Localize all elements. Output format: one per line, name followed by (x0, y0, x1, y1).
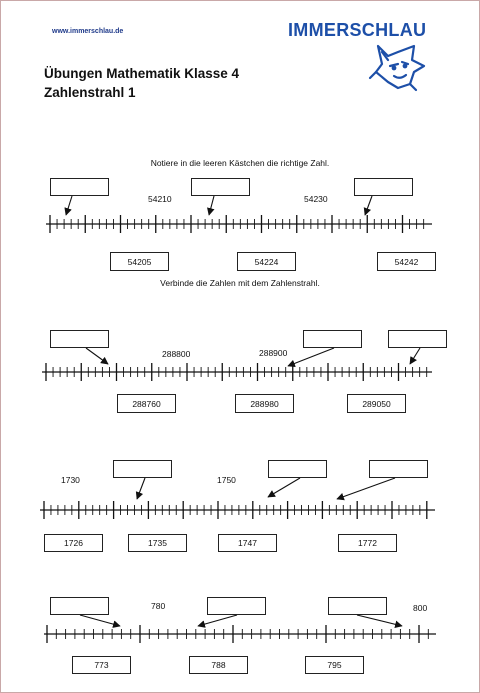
number-box: 1726 (44, 534, 103, 552)
number-line-label: 780 (151, 601, 166, 611)
pointer-arrow (86, 348, 108, 364)
number-box: 54242 (377, 252, 436, 271)
pointer-arrow (268, 478, 300, 497)
number-box: 288980 (235, 394, 294, 413)
pointer-arrow (209, 196, 214, 215)
pointer-arrow (137, 478, 145, 499)
pointer-arrow (365, 196, 372, 215)
number-box: 1735 (128, 534, 187, 552)
number-box: 288760 (117, 394, 176, 413)
number-box: 788 (189, 656, 248, 674)
number-box: 1747 (218, 534, 277, 552)
pointer-arrow (357, 615, 402, 626)
number-line-label: 288900 (259, 348, 288, 358)
number-box: 795 (305, 656, 364, 674)
pointer-arrow (80, 615, 120, 626)
number-line-label: 1750 (217, 475, 236, 485)
pointer-arrow (288, 348, 334, 366)
number-line-label: 800 (413, 603, 428, 613)
number-box: 289050 (347, 394, 406, 413)
instruction-write-numbers: Notiere in die leeren Kästchen die richtige Zahl. (150, 158, 330, 168)
pointer-arrow (198, 615, 237, 626)
number-box: 773 (72, 656, 131, 674)
pointer-arrow (337, 478, 395, 499)
number-line-label: 54230 (304, 194, 328, 204)
instruction-connect-numbers: Verbinde die Zahlen mit dem Zahlenstrahl. (160, 278, 320, 288)
worksheet-title: Übungen Mathematik Klasse 4 (44, 66, 240, 81)
pointer-arrow (410, 348, 420, 364)
number-line-label: 54210 (148, 194, 172, 204)
number-box: 1772 (338, 534, 397, 552)
brand-name: IMMERSCHLAU (288, 20, 427, 40)
worksheet-subtitle: Zahlenstrahl 1 (44, 85, 136, 100)
number-line-label: 288800 (162, 349, 191, 359)
number-line-label: 1730 (61, 475, 80, 485)
number-box: 54224 (237, 252, 296, 271)
pointer-arrow (66, 196, 72, 215)
number-box: 54205 (110, 252, 169, 271)
site-url[interactable]: www.immerschlau.de (52, 28, 124, 35)
